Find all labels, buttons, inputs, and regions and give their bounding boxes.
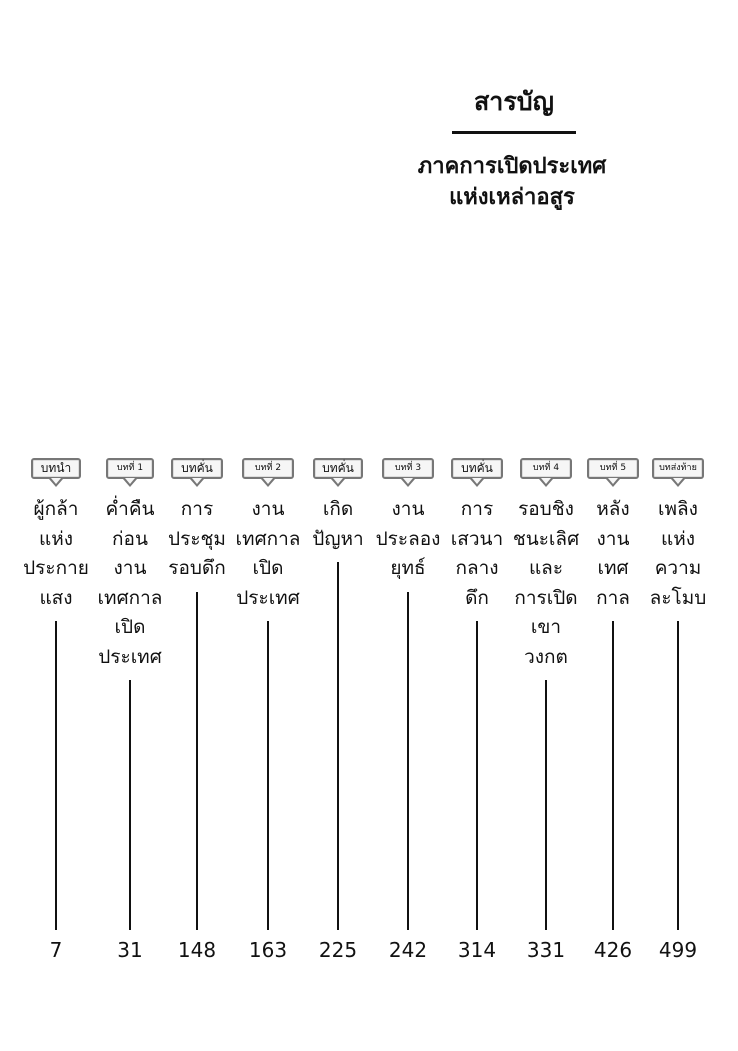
leader-line [267,621,269,930]
chapter-title-line: ก่อน [112,527,148,550]
chapter-title [630,495,726,613]
chapter-title-line: งาน [596,527,630,550]
chapter-badge: บทคั่น [171,458,223,479]
chapter-badge: บทที่ 4 [520,458,572,479]
badge-pointer-fill [472,478,482,484]
chapter-title-line: ยุทธ์ [390,557,426,579]
chapter-title-line: แห่ง [38,527,74,550]
chapter-badge: บทคั่น [451,458,503,479]
chapter-title-line: รอบดึก [168,557,226,579]
chapter-title-line: เขา [530,616,562,638]
chapter-title-line: และ [528,557,564,579]
chapter-title-line: กาล [596,586,630,609]
chapter-badge: บทนำ [31,458,81,479]
chapter-title-line: การ [180,498,214,520]
chapter-title-line: เทศกาล [235,527,301,550]
badge-pointer-fill [403,478,413,484]
chapter-title-line: แห่ง [660,527,696,550]
chapter-title-line: ผู้กล้า [33,498,79,520]
toc-title: สารบัญ [474,87,554,116]
subtitle-line-1: ภาคการเปิดประเทศ [417,154,607,179]
volume-subtitle [372,151,652,213]
leader-line [612,621,614,930]
leader-line [407,592,409,931]
badge-pointer-fill [263,478,273,484]
chapter-badge: บทที่ 2 [242,458,294,479]
page-number: 242 [388,938,428,962]
chapter-badge: บทที่ 3 [382,458,434,479]
chapter-title-line: รอบชิง [518,498,574,520]
chapter-title-line: เสวนา [450,527,504,550]
chapter-title-line: เทศ [597,557,629,579]
chapter-title-line: เพลิง [658,498,698,520]
chapter-title-line: หลัง [596,498,630,520]
page-number: 225 [318,938,358,962]
chapter-badge: บทส่งท้าย [652,458,704,479]
chapter-badge: บทที่ 5 [587,458,639,479]
chapter-title-line: วงกต [524,645,568,668]
page-number: 331 [526,938,566,962]
chapter-title-line: งาน [251,498,285,520]
chapter-title-line: เปิด [114,616,146,638]
chapter-title-line: เกิด [322,498,354,520]
leader-line [677,621,679,930]
chapter-badge: บทที่ 1 [106,458,154,479]
chapter-title-line: เปิด [252,557,284,579]
leader-line [337,562,339,930]
page-number: 426 [593,938,633,962]
chapter-title-line: กลาง [455,557,499,579]
badge-pointer-fill [192,478,202,484]
chapter-title-line: ค่ำคืน [105,498,155,520]
chapter-title-line: ประลอง [375,527,441,550]
page-number: 499 [658,938,698,962]
badge-pointer-fill [673,478,683,484]
chapter-title-line: งาน [113,557,147,579]
leader-line [55,621,57,930]
chapter-title-line: เทศกาล [97,586,163,609]
page-number: 148 [177,938,217,962]
chapter-title-line: ดึก [465,586,489,609]
chapter-title-line: ปัญหา [312,527,364,550]
badge-pointer-fill [333,478,343,484]
leader-line [196,592,198,931]
leader-line [129,680,131,930]
leader-line [476,621,478,930]
page-number: 7 [49,938,63,962]
title-underline [452,131,576,134]
chapter-badge: บทคั่น [313,458,363,479]
page-number: 31 [117,938,143,962]
badge-pointer-fill [125,478,135,484]
badge-pointer-fill [608,478,618,484]
leader-line [545,680,547,930]
chapter-title-line: การ [460,498,494,520]
page-number: 163 [248,938,288,962]
chapter-title-line: ละโมบ [649,586,707,609]
chapter-title-line: ประชุม [168,527,226,550]
chapter-title-line: งาน [391,498,425,520]
chapter-title-line: ประเทศ [98,645,162,668]
subtitle-line-2: แห่งเหล่าอสูร [449,185,575,210]
badge-pointer-fill [51,478,61,484]
chapter-title-line: ประกาย [23,557,89,579]
chapter-title-line: ความ [654,557,702,579]
chapter-title-line: ประเทศ [236,586,300,609]
chapter-title-line: แสง [39,586,73,609]
chapter-title-line: ชนะเลิศ [512,527,580,550]
badge-pointer-fill [541,478,551,484]
chapter-title-line: การเปิด [514,586,578,609]
page-number: 314 [457,938,497,962]
